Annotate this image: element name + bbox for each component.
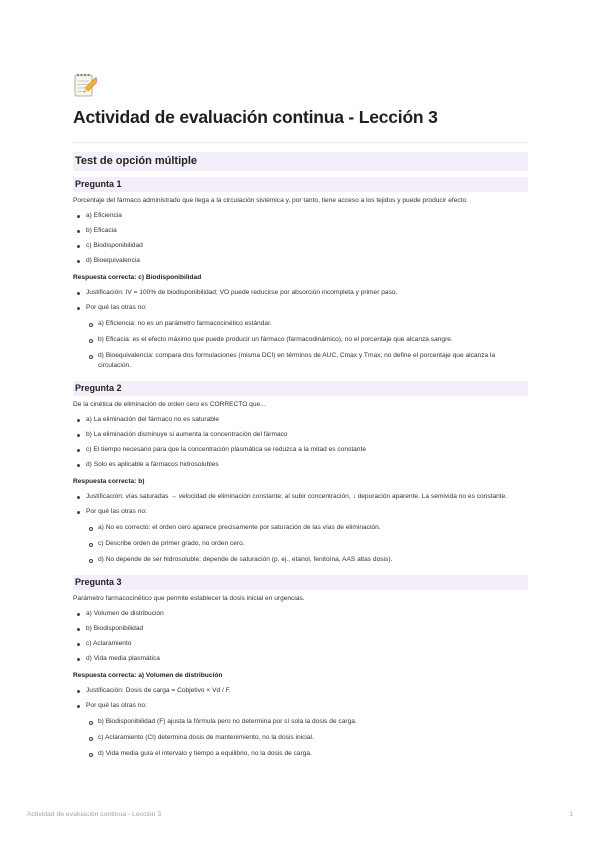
question-1-text: Porcentaje del fármaco administrado que llega a la circulación sistémica y, por tanto, tiene acceso a los tejidos y puede producir efecto.	[73, 197, 468, 204]
question-2-heading: Pregunta 2	[73, 381, 528, 396]
section-heading: Test de opción múltiple	[73, 152, 528, 171]
question-3-options	[73, 609, 528, 664]
why-not-item	[73, 507, 528, 565]
option-item: d) Vida media plasmática	[73, 654, 528, 664]
justification-item: Justificación: IV = 100% de biodisponibilidad; VO puede reducirse por absorción incompleta y primer paso.	[73, 288, 528, 298]
why-not-item	[73, 701, 528, 759]
option-item: a) Volumen de distribución	[73, 609, 528, 619]
why-not-label: Por qué las otras no:	[86, 702, 147, 709]
option-item: d) Solo es aplicable a fármacos hidrosolubles	[73, 460, 528, 470]
question-2-explanation	[73, 492, 528, 565]
page-number: 1	[569, 811, 573, 818]
why-not-reason: c) Aclaramiento (Cl) determina dosis de mantenimiento, no la dosis inicial.	[86, 733, 528, 743]
why-not-reason: a) Eficiencia: no es un parámetro farmacocinético estándar.	[86, 319, 528, 329]
option-item: d) Bioequivalencia	[73, 256, 528, 266]
why-not-reason: d) Vida media guía el intervalo y tiempo a equilibrio, no la dosis de carga.	[86, 749, 528, 759]
question-3-answer: Respuesta correcta: a) Volumen de distribución	[73, 672, 223, 679]
option-item: b) Eficacia	[73, 226, 528, 236]
question-1-options	[73, 211, 528, 266]
title-divider	[73, 142, 528, 143]
question-1-answer: Respuesta correcta: c) Biodisponibilidad	[73, 274, 202, 281]
question-1	[73, 177, 528, 371]
question-3-heading: Pregunta 3	[73, 575, 528, 590]
document-title: Actividad de evaluación continua - Lección 3	[73, 107, 438, 127]
footer-title: Actividad de evaluación continua - Lección 3	[27, 811, 162, 818]
option-item: c) Biodisponibilidad	[73, 241, 528, 251]
why-not-list	[86, 319, 528, 371]
why-not-label: Por qué las otras no:	[86, 508, 147, 515]
why-not-item	[73, 303, 528, 371]
why-not-reason: c) Describe orden de primer grado, no orden cero.	[86, 539, 528, 549]
option-item: c) El tiempo necesario para que la concentración plasmática se reduzca a la mitad es constante	[73, 445, 528, 455]
option-item: b) Biodisponibilidad	[73, 624, 528, 634]
why-not-reason: b) Biodisponibilidad (F) ajusta la fórmula pero no determina por sí sola la dosis de carga.	[86, 717, 528, 727]
option-item: b) La eliminación disminuye si aumenta la concentración del fármaco	[73, 430, 528, 440]
why-not-list	[86, 523, 528, 565]
why-not-label: Por qué las otras no:	[86, 304, 147, 311]
question-3	[73, 575, 528, 759]
question-1-explanation	[73, 288, 528, 371]
why-not-reason: a) No es correcto: el orden cero aparece precisamente por saturación de las vías de eliminación.	[86, 523, 528, 533]
option-item: a) Eficiencia	[73, 211, 528, 221]
question-2	[73, 381, 528, 565]
question-2-options	[73, 415, 528, 470]
question-3-text: Parámetro farmacocinético que permite establecer la dosis inicial en urgencias.	[73, 595, 305, 602]
question-2-text: De la cinética de eliminación de orden cero es CORRECTO que...	[73, 401, 266, 408]
question-3-explanation	[73, 686, 528, 759]
document-page	[73, 72, 528, 759]
justification-item: Justificación: Dosis de carga = Cobjetivo × Vd / F.	[73, 686, 528, 696]
why-not-list	[86, 717, 528, 759]
why-not-reason: b) Eficacia: es el efecto máximo que puede producir un fármaco (farmacodinámico), no el porcentaje que alcanza sangre.	[86, 335, 528, 345]
question-1-heading: Pregunta 1	[73, 177, 528, 192]
question-2-answer: Respuesta correcta: b)	[73, 478, 145, 485]
option-item: a) La eliminación del fármaco no es saturable	[73, 415, 528, 425]
why-not-reason: d) No depende de ser hidrosoluble; depende de saturación (p. ej., etanol, fenitoína, AAS altas dosis).	[86, 555, 528, 565]
memo-pencil-icon	[73, 72, 97, 98]
why-not-reason: d) Bioequivalencia: compara dos formulaciones (misma DCI) en términos de AUC, Cmax y Tmax; no define el porcentaje que alcanza la circulación.	[86, 351, 528, 371]
option-item: c) Aclaramiento	[73, 639, 528, 649]
justification-item: Justificación: vías saturadas → velocidad de eliminación constante; al subir concentración, ↓ depuración aparente. La semivida no es constante.	[73, 492, 528, 502]
